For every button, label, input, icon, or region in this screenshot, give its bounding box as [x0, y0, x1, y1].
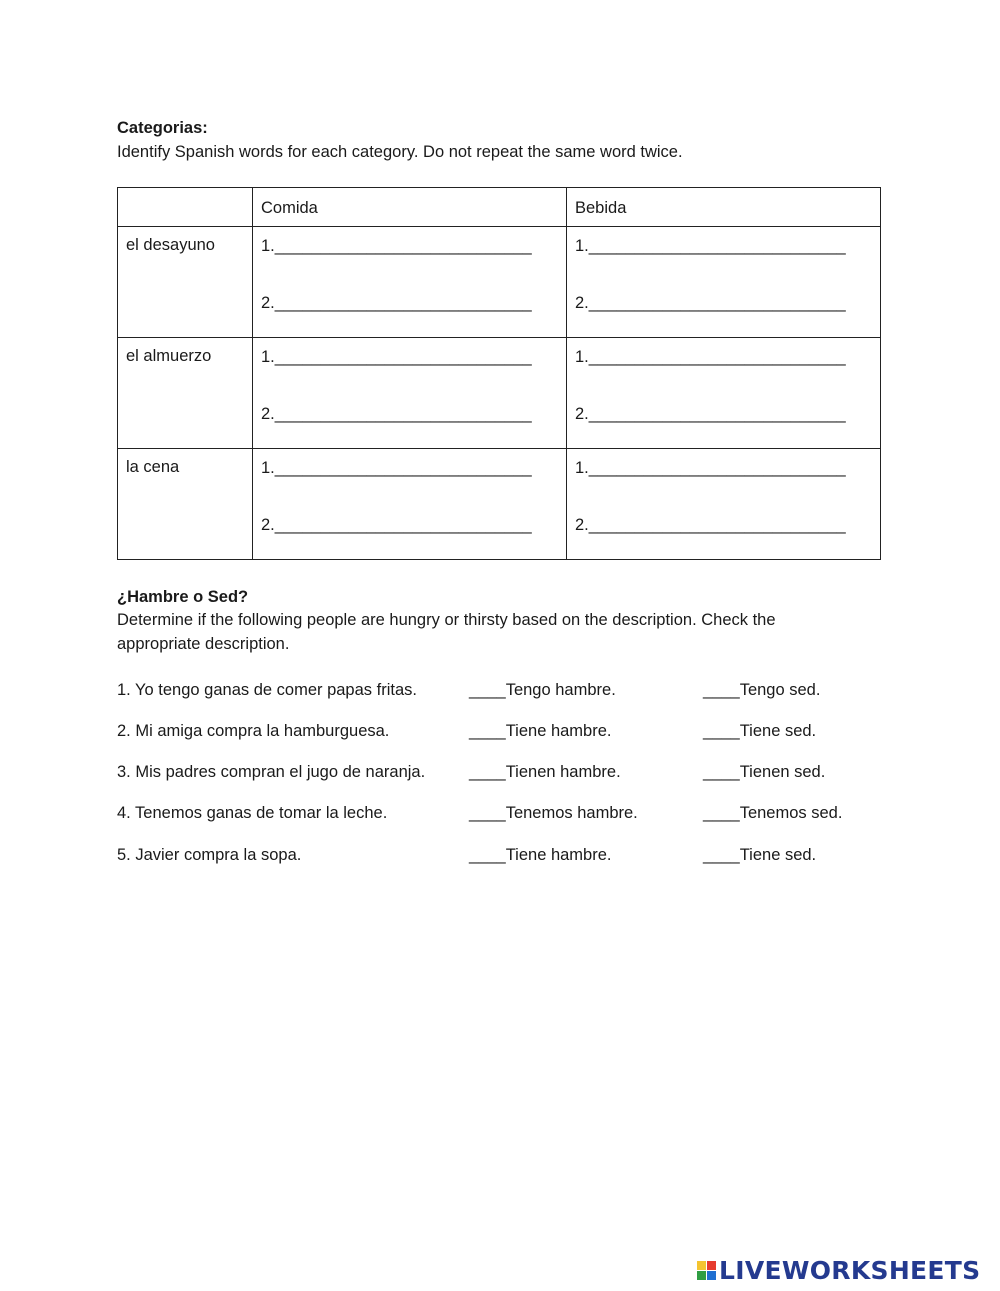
answer-blank[interactable]: 2.____________________________: [261, 294, 532, 312]
answer-blank[interactable]: 1.____________________________: [261, 237, 532, 255]
question-text: 4. Tenemos ganas de tomar la leche.: [117, 804, 388, 822]
table-header-comida: Comida: [253, 188, 567, 227]
logo-block: [707, 1271, 716, 1280]
logo-text: LIVEWORKSHEETS: [719, 1256, 981, 1285]
bebida-almuerzo-cell: [567, 338, 881, 449]
row-label-almuerzo: el almuerzo: [118, 338, 253, 449]
bebida-cena-cell: [567, 449, 881, 560]
answer-blank[interactable]: 1.____________________________: [575, 237, 846, 255]
option-hambre[interactable]: ____Tengo hambre.: [469, 681, 616, 699]
table-header-bebida: Bebida: [567, 188, 881, 227]
option-sed[interactable]: ____Tiene sed.: [703, 722, 817, 740]
logo-block: [697, 1261, 706, 1270]
comida-desayuno-cell: [253, 227, 567, 338]
question-text: 5. Javier compra la sopa.: [117, 846, 302, 864]
table-row: [118, 338, 881, 449]
question-text: 2. Mi amiga compra la hamburguesa.: [117, 722, 390, 740]
answer-blank[interactable]: 2.____________________________: [575, 294, 846, 312]
answer-blank[interactable]: 1.____________________________: [575, 459, 846, 477]
option-hambre[interactable]: ____Tiene hambre.: [469, 846, 612, 864]
logo-block: [707, 1261, 716, 1270]
answer-blank[interactable]: 1.____________________________: [261, 459, 532, 477]
categorias-instruction: Identify Spanish words for each category. Do not repeat the same word twice.: [117, 143, 683, 161]
answer-blank[interactable]: 2.____________________________: [261, 405, 532, 423]
categories-table: [117, 187, 881, 560]
liveworksheets-logo: [697, 1256, 980, 1285]
option-sed[interactable]: ____Tienen sed.: [703, 763, 826, 781]
comida-cena-cell: [253, 449, 567, 560]
answer-blank[interactable]: 1.____________________________: [575, 348, 846, 366]
option-sed[interactable]: ____Tengo sed.: [703, 681, 821, 699]
bebida-desayuno-cell: [567, 227, 881, 338]
comida-almuerzo-cell: [253, 338, 567, 449]
hambre-sed-title: ¿Hambre o Sed?: [117, 588, 249, 606]
hambre-sed-instruction: Determine if the following people are hungry or thirsty based on the description. Check the appropriate description.: [117, 611, 776, 653]
answer-blank[interactable]: 2.____________________________: [575, 516, 846, 534]
logo-blocks-icon: [697, 1261, 716, 1280]
option-sed[interactable]: ____Tenemos sed.: [703, 804, 843, 822]
option-hambre[interactable]: ____Tienen hambre.: [469, 763, 621, 781]
answer-blank[interactable]: 2.____________________________: [575, 405, 846, 423]
logo-block: [697, 1271, 706, 1280]
categorias-title: Categorias:: [117, 119, 208, 137]
row-label-desayuno: el desayuno: [118, 227, 253, 338]
answer-blank[interactable]: 1.____________________________: [261, 348, 532, 366]
option-sed[interactable]: ____Tiene sed.: [703, 846, 817, 864]
question-text: 3. Mis padres compran el jugo de naranja.: [117, 763, 426, 781]
table-row: [118, 227, 881, 338]
table-header-empty: [118, 188, 253, 227]
option-hambre[interactable]: ____Tiene hambre.: [469, 722, 612, 740]
answer-blank[interactable]: 2.____________________________: [261, 516, 532, 534]
question-text: 1. Yo tengo ganas de comer papas fritas.: [117, 681, 417, 699]
row-label-cena: la cena: [118, 449, 253, 560]
option-hambre[interactable]: ____Tenemos hambre.: [469, 804, 638, 822]
table-row: [118, 449, 881, 560]
